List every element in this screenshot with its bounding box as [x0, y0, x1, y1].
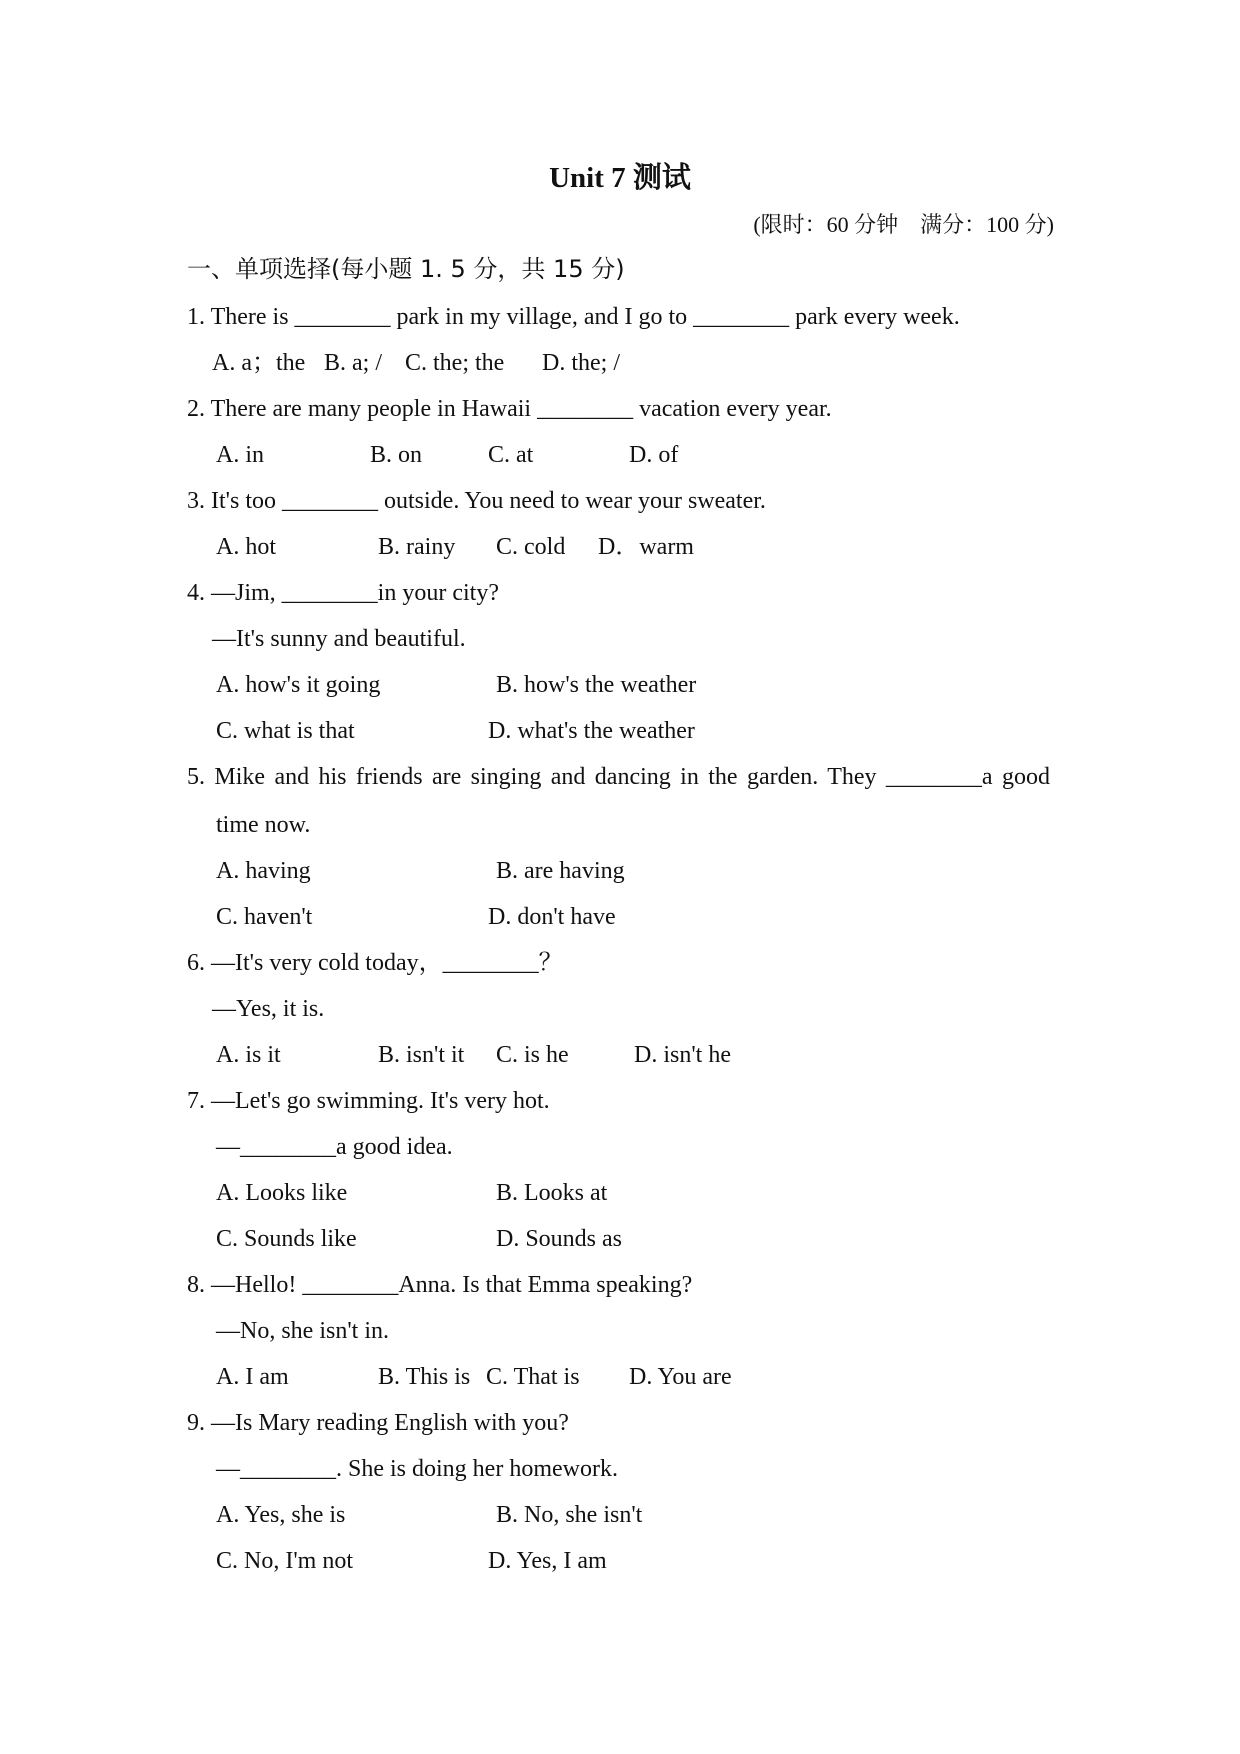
- question-6-stem: 6. —It's very cold today，________？: [187, 950, 563, 976]
- section-heading: 一、单项选择(每小题 1. 5 分，共 15 分): [187, 255, 625, 283]
- q1-option-d: D. the; /: [542, 350, 620, 376]
- question-3-stem: 3. It's too ________ outside. You need to wear your sweater.: [187, 488, 766, 514]
- q6-option-c: C. is he: [496, 1042, 569, 1068]
- q3-option-c: C. cold: [496, 534, 566, 560]
- q7-option-c: C. Sounds like: [216, 1226, 357, 1252]
- q9-option-a: A. Yes, she is: [216, 1502, 346, 1528]
- q3-option-d: D．warm: [598, 534, 694, 560]
- question-5-continuation: time now.: [216, 812, 311, 838]
- question-1-stem: 1. There is ________ park in my village, and I go to ________ park every week.: [187, 304, 960, 330]
- page-title: Unit 7 测试: [549, 162, 691, 194]
- question-4-stem: 4. —Jim, ________in your city?: [187, 580, 499, 606]
- q3-option-a: A. hot: [216, 534, 276, 560]
- q4-option-c: C. what is that: [216, 718, 355, 744]
- q7-option-a: A. Looks like: [216, 1180, 348, 1206]
- question-4-reply: —It's sunny and beautiful.: [212, 626, 466, 652]
- q8-option-d: D. You are: [629, 1364, 732, 1390]
- q9-option-b: B. No, she isn't: [496, 1502, 643, 1528]
- question-7-reply: —________a good idea.: [216, 1134, 453, 1160]
- q5-option-b: B. are having: [496, 858, 625, 884]
- q6-option-a: A. is it: [216, 1042, 281, 1068]
- q4-option-d: D. what's the weather: [488, 718, 695, 744]
- q7-option-d: D. Sounds as: [496, 1226, 623, 1252]
- q8-option-c: C. That is: [486, 1364, 580, 1390]
- question-9-stem: 9. —Is Mary reading English with you?: [187, 1410, 569, 1436]
- q6-option-b: B. isn't it: [378, 1042, 465, 1068]
- q4-option-b: B. how's the weather: [496, 672, 697, 698]
- time-score-info: (限时：60 分钟 满分：100 分): [753, 212, 1054, 237]
- q8-option-a: A. I am: [216, 1364, 289, 1390]
- q2-option-a: A. in: [216, 442, 264, 468]
- q1-option-c: C. the; the: [405, 350, 505, 376]
- q7-option-b: B. Looks at: [496, 1180, 608, 1206]
- q2-option-c: C. at: [488, 442, 534, 468]
- q1-option-b: B. a; /: [324, 350, 382, 376]
- q1-option-a: A. a；the: [212, 350, 306, 376]
- q9-option-c: C. No, I'm not: [216, 1548, 353, 1574]
- q9-option-d: D. Yes, I am: [488, 1548, 607, 1574]
- q6-option-d: D. isn't he: [634, 1042, 731, 1068]
- question-8-reply: —No, she isn't in.: [216, 1318, 389, 1344]
- q5-option-d: D. don't have: [488, 904, 616, 930]
- q5-option-c: C. haven't: [216, 904, 313, 930]
- q4-option-a: A. how's it going: [216, 672, 381, 698]
- q2-option-d: D. of: [629, 442, 679, 468]
- question-2-stem: 2. There are many people in Hawaii ________ vacation every year.: [187, 396, 832, 422]
- question-9-reply: —________. She is doing her homework.: [216, 1456, 618, 1482]
- question-8-stem: 8. —Hello! ________Anna. Is that Emma speaking?: [187, 1272, 693, 1298]
- q3-option-b: B. rainy: [378, 534, 456, 560]
- q8-option-b: B. This is: [378, 1364, 471, 1390]
- q2-option-b: B. on: [370, 442, 423, 468]
- question-7-stem: 7. —Let's go swimming. It's very hot.: [187, 1088, 550, 1114]
- q5-option-a: A. having: [216, 858, 311, 884]
- question-6-reply: —Yes, it is.: [212, 996, 325, 1022]
- question-5-stem: 5. Mike and his friends are singing and dancing in the garden. They ________a good: [187, 764, 1050, 790]
